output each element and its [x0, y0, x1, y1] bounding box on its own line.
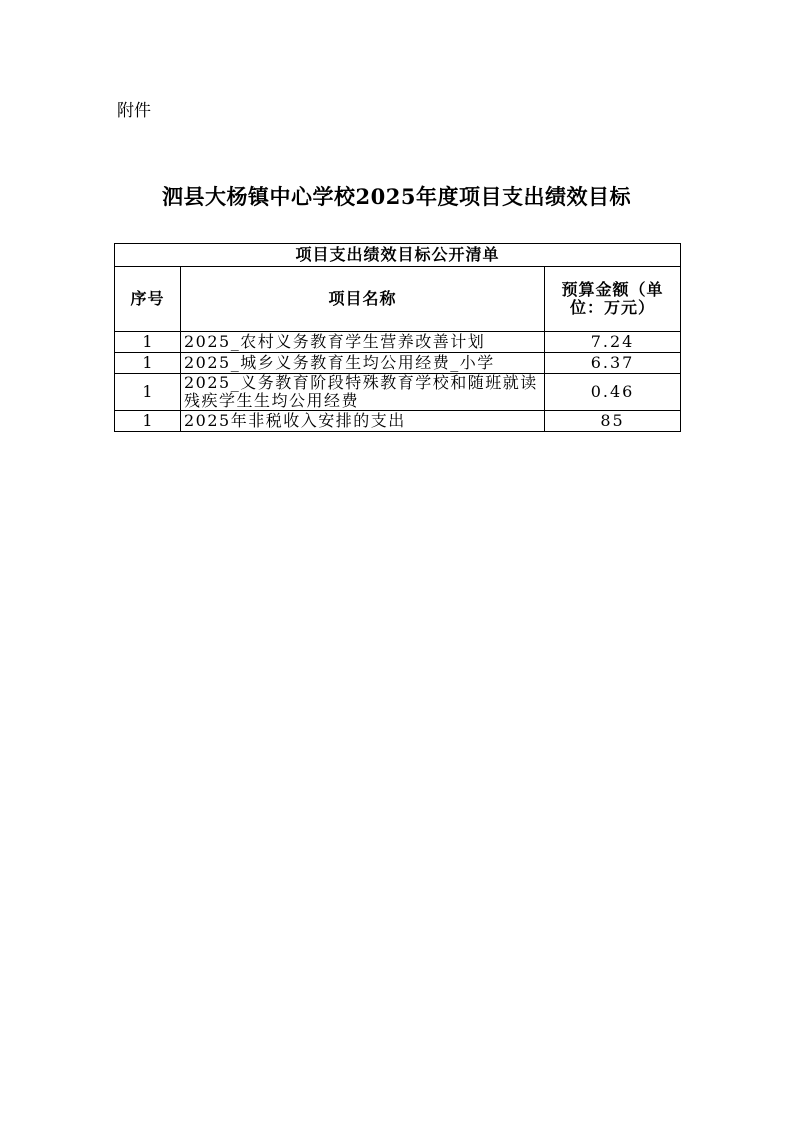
table-row [115, 374, 681, 411]
table-caption-row [115, 244, 681, 267]
row-amount: 6.37 [545, 353, 681, 374]
header-budget-amount: 预算金额（单位：万元） [545, 267, 681, 332]
row-seq: 1 [115, 374, 181, 411]
row-amount: 85 [545, 411, 681, 432]
table-row [115, 353, 681, 374]
table-row [115, 332, 681, 353]
header-seq: 序号 [115, 267, 181, 332]
row-amount: 0.46 [545, 374, 681, 411]
document-title: 泗县大杨镇中心学校2025年度项目支出绩效目标 [162, 184, 631, 209]
row-seq: 1 [115, 411, 181, 432]
row-project-name: 2025_城乡义务教育生均公用经费_小学 [181, 353, 545, 374]
performance-target-table [114, 243, 681, 432]
row-project-name: 2025_义务教育阶段特殊教育学校和随班就读残疾学生生均公用经费 [181, 374, 545, 411]
row-amount: 7.24 [545, 332, 681, 353]
row-seq: 1 [115, 353, 181, 374]
row-project-name: 2025_农村义务教育学生营养改善计划 [181, 332, 545, 353]
row-seq: 1 [115, 332, 181, 353]
table-header-row [115, 267, 681, 332]
table-row [115, 411, 681, 432]
table-caption: 项目支出绩效目标公开清单 [115, 244, 681, 267]
annex-label: 附件 [117, 101, 151, 121]
header-project-name: 项目名称 [181, 267, 545, 332]
row-project-name: 2025年非税收入安排的支出 [181, 411, 545, 432]
